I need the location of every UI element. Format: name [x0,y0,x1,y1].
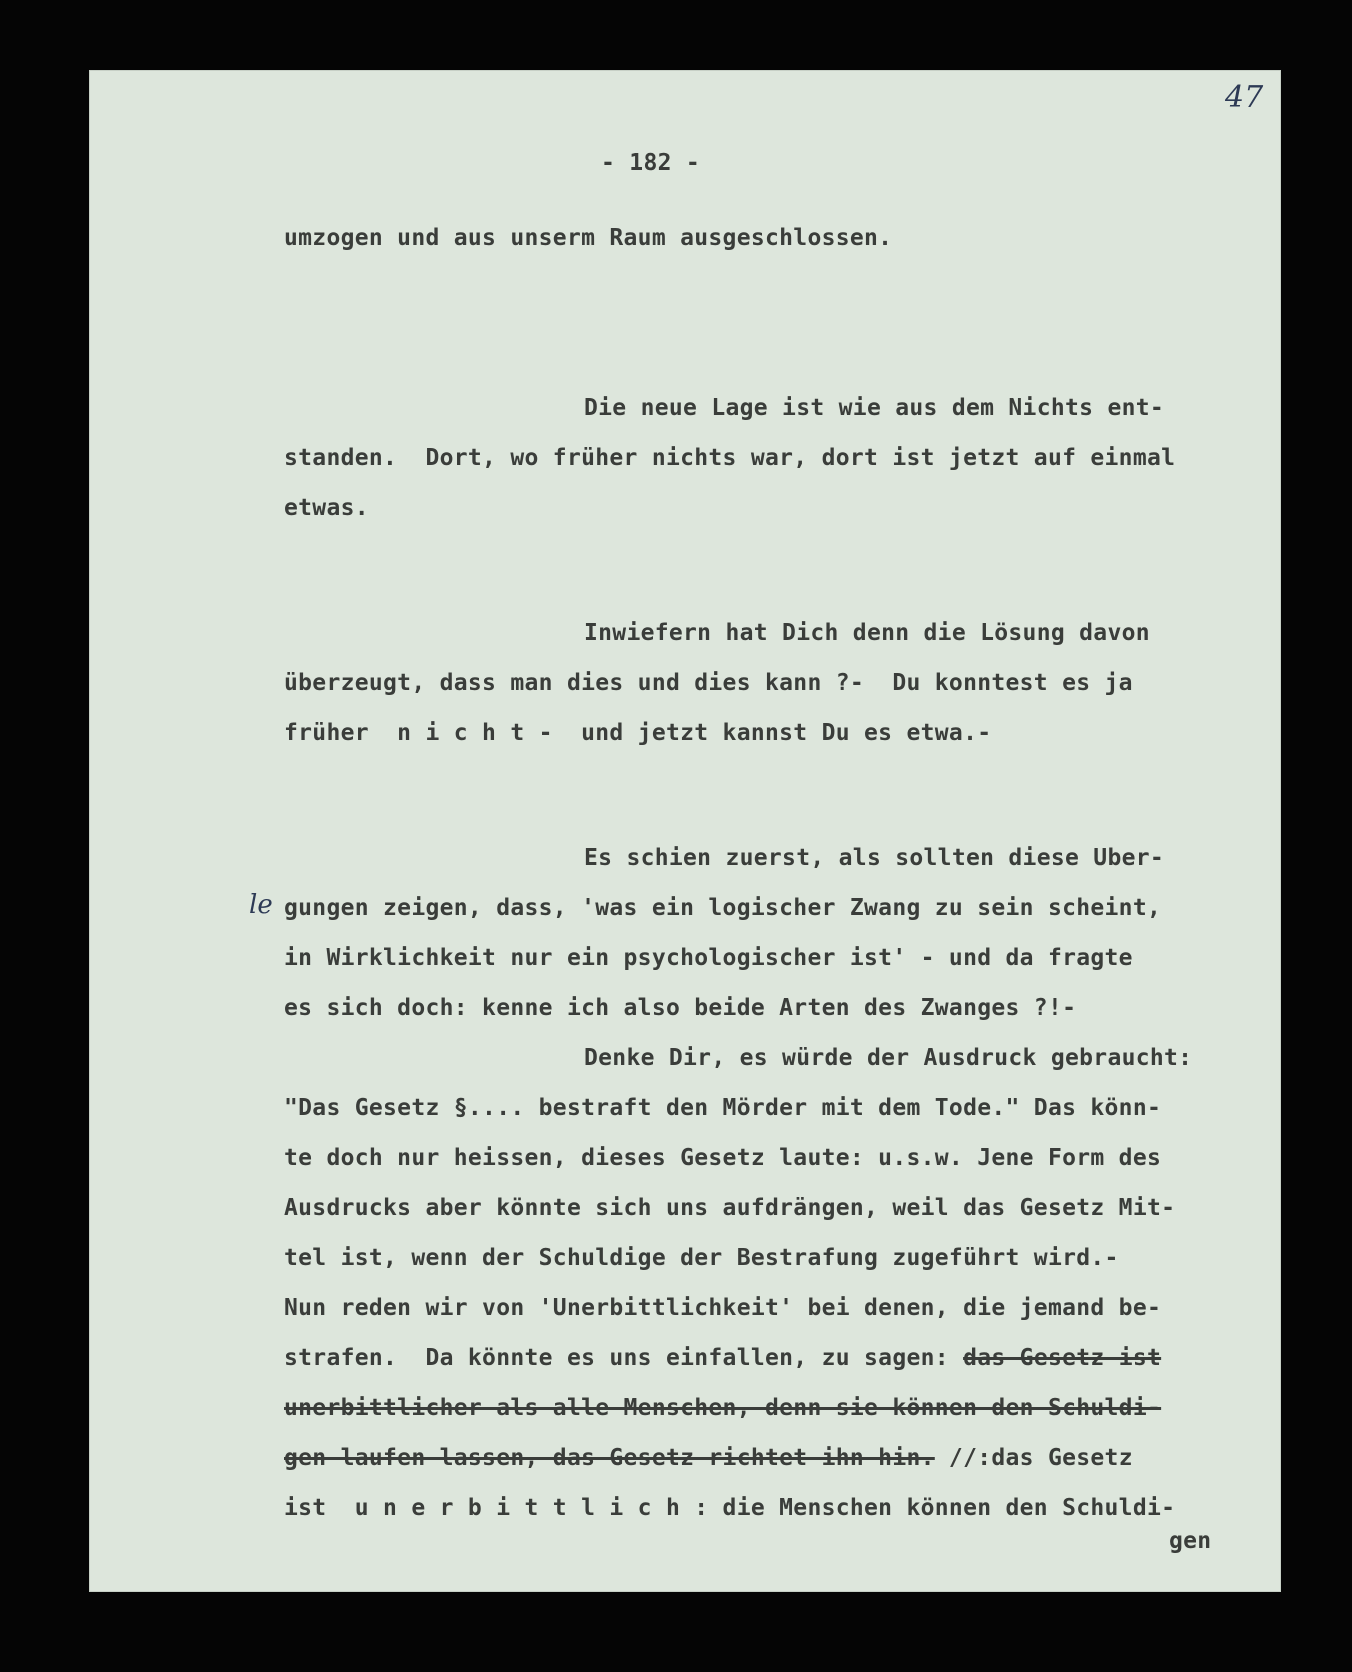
text-line: Denke Dir, es würde der Ausdruck gebraucht: [584,1045,1193,1071]
text-line: umzogen und aus unserm Raum ausgeschlossen. [284,225,893,251]
page-number: - 182 - [601,150,701,176]
struck-text-line: unerbittlicher als alle Menschen, denn sie können den Schuldi- [284,1395,1162,1421]
text-line: Die neue Lage ist wie aus dem Nichts ent- [584,395,1165,421]
archive-folio-number: 47 [1225,80,1264,115]
text-segment: strafen. Da könnte es uns einfallen, zu sagen: [284,1345,964,1371]
text-line: standen. Dort, wo früher nichts war, dort ist jetzt auf einmal [284,445,1176,471]
text-segment: //:das Gesetz [934,1445,1133,1471]
margin-note: le [249,890,273,920]
typescript-page [89,70,1281,1592]
text-line: Inwiefern hat Dich denn die Lösung davon [584,620,1150,646]
text-line: in Wirklichkeit nur ein psychologischer ist' - und da fragte [284,945,1133,971]
struck-text: das Gesetz ist [963,1345,1162,1371]
text-line: te doch nur heissen, dieses Gesetz laute: u.s.w. Jene Form des [284,1145,1162,1171]
text-line: Es schien zuerst, als sollten diese Uber- [584,845,1165,871]
text-line: ist u n e r b i t t l i c h : die Menschen können den Schuldi- [284,1495,1176,1521]
text-line: gen [1169,1528,1212,1554]
text-line: überzeugt, dass man dies und dies kann ?- Du konntest es ja [284,670,1133,696]
struck-text: gen laufen lassen, das Gesetz richtet ihn hin. [284,1445,935,1471]
text-line: gungen zeigen, dass, 'was ein logischer Zwang zu sein scheint, [284,895,1162,921]
text-line: es sich doch: kenne ich also beide Arten des Zwanges ?!- [284,995,1077,1021]
text-line [284,1445,1133,1471]
text-line [284,1345,1161,1371]
text-line: "Das Gesetz §.... bestraft den Mörder mit dem Tode." Das könn- [284,1095,1162,1121]
text-line: etwas. [284,495,369,521]
text-line: Ausdrucks aber könnte sich uns aufdrängen, weil das Gesetz Mit- [284,1195,1176,1221]
text-line: früher n i c h t - und jetzt kannst Du es etwa.- [284,720,992,746]
text-line: Nun reden wir von 'Unerbittlichkeit' bei denen, die jemand be- [284,1295,1162,1321]
text-line: tel ist, wenn der Schuldige der Bestrafung zugeführt wird.- [284,1245,1119,1271]
